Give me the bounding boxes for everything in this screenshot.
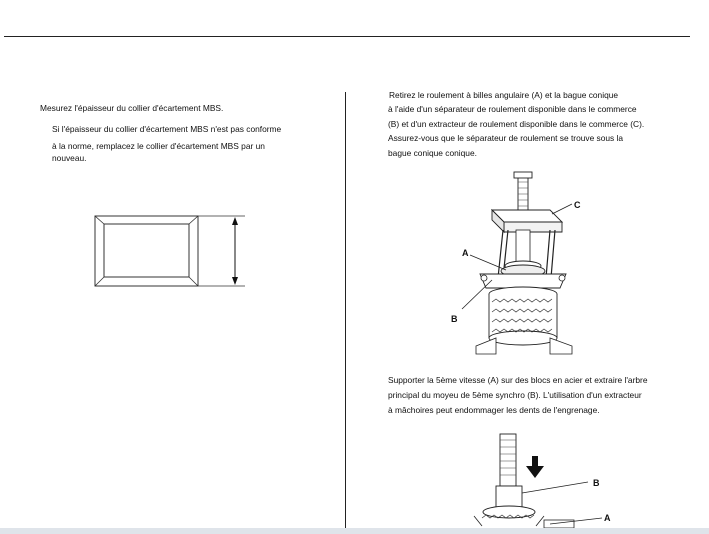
note-line-3: nouveau. (52, 153, 87, 163)
step1-line-1: Retirez le roulement à billes angulaire (A) et la bague conique (389, 90, 619, 100)
step2-line-1: Supporter la 5ème vitesse (A) sur des blocs en acier et extraire l'arbre (388, 375, 648, 385)
viewer-bottom-band (0, 528, 709, 534)
fig1-label-c: C (574, 200, 581, 210)
header-rule (4, 36, 690, 37)
step1-line-5: bague conique conique. (388, 148, 477, 158)
step1-line-4: Assurez-vous que le séparateur de roulement se trouve sous la (388, 133, 624, 143)
bearing-puller-illustration (440, 170, 600, 355)
note-line-1: Si l'épaisseur du collier d'écartement MBS n'est pas conforme (52, 124, 282, 134)
fig2-label-b: B (593, 478, 600, 488)
mainshaft-press-illustration (460, 430, 620, 530)
spacer-collar-thickness-diagram (90, 210, 260, 295)
fig1-label-a: A (462, 248, 469, 258)
column-divider (345, 92, 346, 534)
measure-step-text: Mesurez l'épaisseur du collier d'écartement MBS. (40, 103, 224, 113)
fig1-label-b: B (451, 314, 458, 324)
step2-line-2: principal du moyeu de 5ème synchro (B). L'utilisation d'un extracteur (388, 390, 642, 400)
fig2-label-a: A (604, 513, 611, 523)
step2-line-3: à mâchoires peut endommager les dents de l'engrenage. (388, 405, 600, 415)
step1-line-3: (B) et d'un extracteur de roulement disponible dans le commerce (C). (388, 119, 645, 129)
note-line-2: à la norme, remplacez le collier d'écartement MBS par un (52, 141, 265, 151)
step1-line-2: à l'aide d'un séparateur de roulement disponible dans le commerce (388, 104, 637, 114)
